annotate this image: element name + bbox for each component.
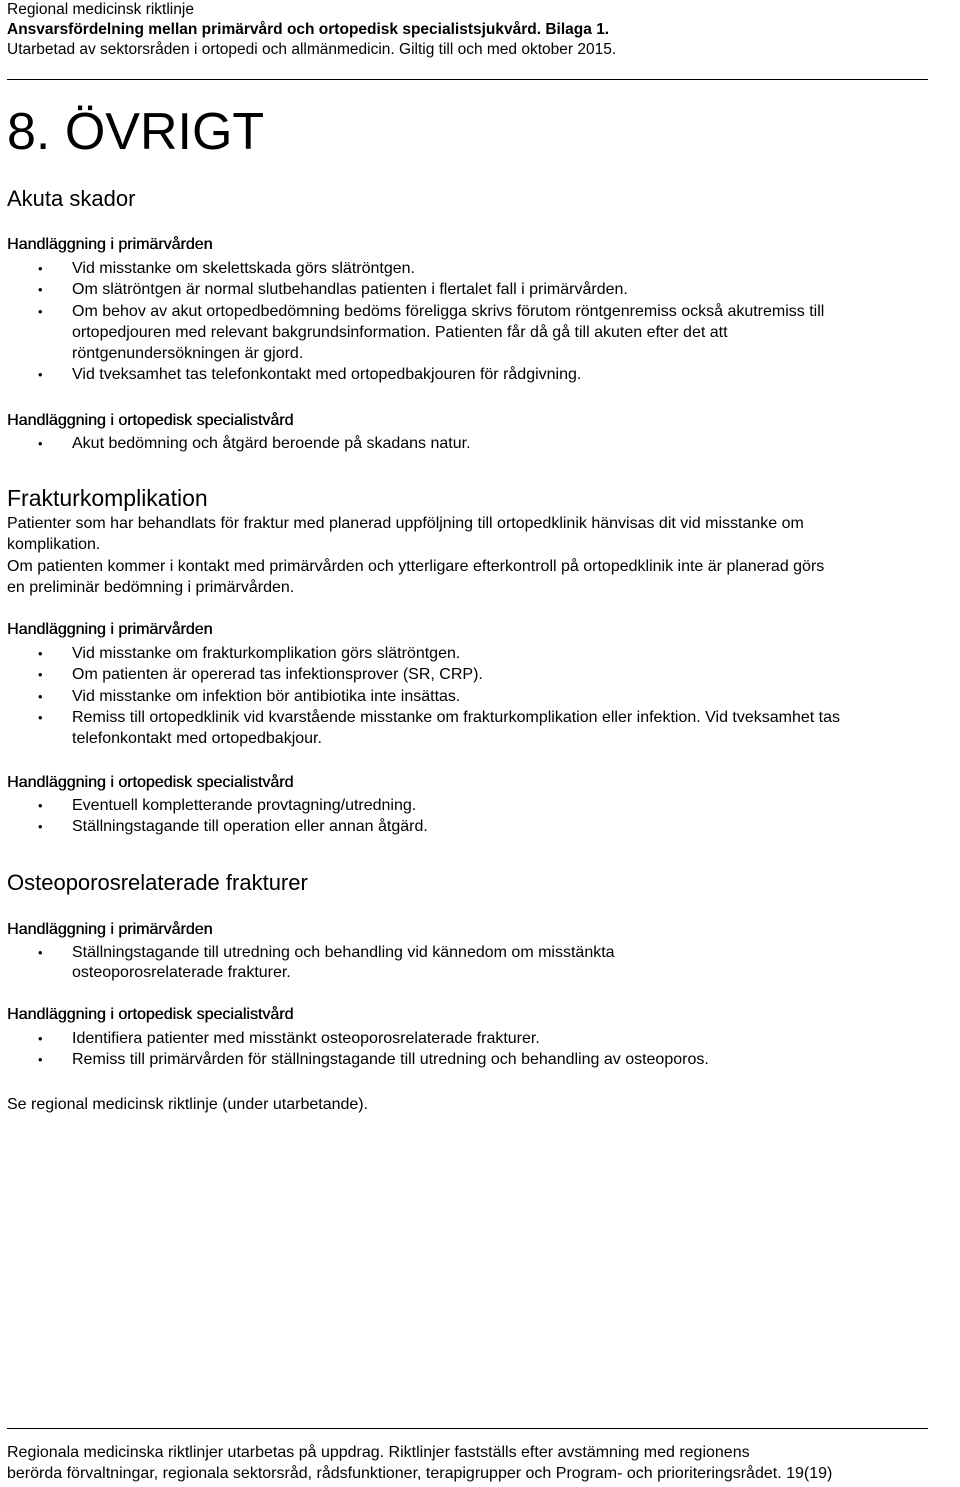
list-item: • Vid misstanke om infektion bör antibiotika inte insättas.	[0, 686, 900, 707]
list-item: • Ställningstagande till operation eller annan åtgärd.	[0, 816, 900, 837]
list-item: • Vid misstanke om frakturkomplikation görs slätröntgen.	[0, 643, 900, 664]
paragraph: Patienter som har behandlats för fraktur med planerad uppföljning till ortopedklinik hänvisas dit vid misstanke om komplikation.	[7, 515, 804, 553]
list-akuta-primarvard	[0, 258, 900, 386]
list-item: • Ställningstagande till utredning och behandling vid kännedom om misstänkta osteoporosrelaterade frakturer.	[0, 943, 722, 984]
list-fraktur-primarvard	[0, 643, 900, 749]
section-title-akuta-skador: Akuta skador	[7, 186, 136, 211]
footer-divider	[7, 1428, 928, 1429]
list-item: • Remiss till ortopedklinik vid kvarstående misstanke om frakturkomplikation eller infektion. Vid tveksamhet tas telefonkontakt med ortopedbakjour.	[0, 707, 842, 750]
chapter-title: 8. ÖVRIGT	[7, 103, 265, 161]
section-title-frakturkomplikation: Frakturkomplikation	[7, 485, 208, 511]
header-divider	[7, 79, 928, 80]
list-item: • Om behov av akut ortopedbedömning bedöms föreligga skrivs förutom röntgenremiss också akutremiss till ortopedjouren med relevant bakgrundsinformation. Patienten får då gå till akuten efter det att röntgenundersökningen är gjord.	[0, 301, 862, 365]
paragraph: Om patienten kommer i kontakt med primärvården och ytterligare efterkontroll på ortopedklinik inte är planerad görs en preliminär bedömning i primärvården.	[7, 558, 825, 596]
subheading-specialistvard: Handläggning i ortopedisk specialistvård	[7, 1006, 294, 1023]
header-subtitle: Ansvarsfördelning mellan primärvård och ortopedisk specialistsjukvård. Bilaga 1.	[7, 21, 610, 38]
header-validity: Utarbetad av sektorsråden i ortopedi och allmänmedicin. Giltig till och med oktober 2015.	[7, 41, 617, 58]
list-fraktur-specialistvard	[0, 795, 900, 838]
list-osteo-primarvard	[0, 943, 900, 984]
paragraph-note: Se regional medicinsk riktlinje (under utarbetande).	[7, 1096, 369, 1113]
list-item: • Vid misstanke om skelettskada görs slätröntgen.	[0, 258, 900, 279]
list-akuta-specialistvard	[0, 433, 900, 454]
list-osteo-specialistvard	[0, 1028, 900, 1071]
list-item: • Om patienten är opererad tas infektionsprover (SR, CRP).	[0, 664, 900, 685]
subheading-primarvard: Handläggning i primärvården	[7, 921, 213, 938]
list-item: • Vid tveksamhet tas telefonkontakt med ortopedbakjouren för rådgivning.	[0, 364, 900, 385]
footer-line-2: berörda förvaltningar, regionala sektorsråd, rådsfunktioner, terapigrupper och Program- och prioriteringsrådet. 19(19)	[7, 1465, 833, 1482]
subheading-specialistvard: Handläggning i ortopedisk specialistvård	[7, 412, 294, 429]
section-title-osteoporos: Osteoporosrelaterade frakturer	[7, 870, 308, 895]
subheading-specialistvard: Handläggning i ortopedisk specialistvård	[7, 774, 294, 791]
list-item: • Remiss till primärvården för ställningstagande till utredning och behandling av osteoporos.	[0, 1049, 900, 1070]
subheading-primarvard: Handläggning i primärvården	[7, 236, 213, 253]
list-item: • Identifiera patienter med misstänkt osteoporosrelaterade frakturer.	[0, 1028, 900, 1049]
list-item: • Eventuell kompletterande provtagning/utredning.	[0, 795, 900, 816]
list-item: • Om slätröntgen är normal slutbehandlas patienten i flertalet fall i primärvården.	[0, 279, 900, 300]
list-item: • Akut bedömning och åtgärd beroende på skadans natur.	[0, 433, 900, 454]
footer-line-1: Regionala medicinska riktlinjer utarbetas på uppdrag. Riktlinjer fastställs efter avstämning med regionens	[7, 1444, 750, 1461]
header-title: Regional medicinsk riktlinje	[7, 1, 194, 18]
subheading-primarvard: Handläggning i primärvården	[7, 621, 213, 638]
